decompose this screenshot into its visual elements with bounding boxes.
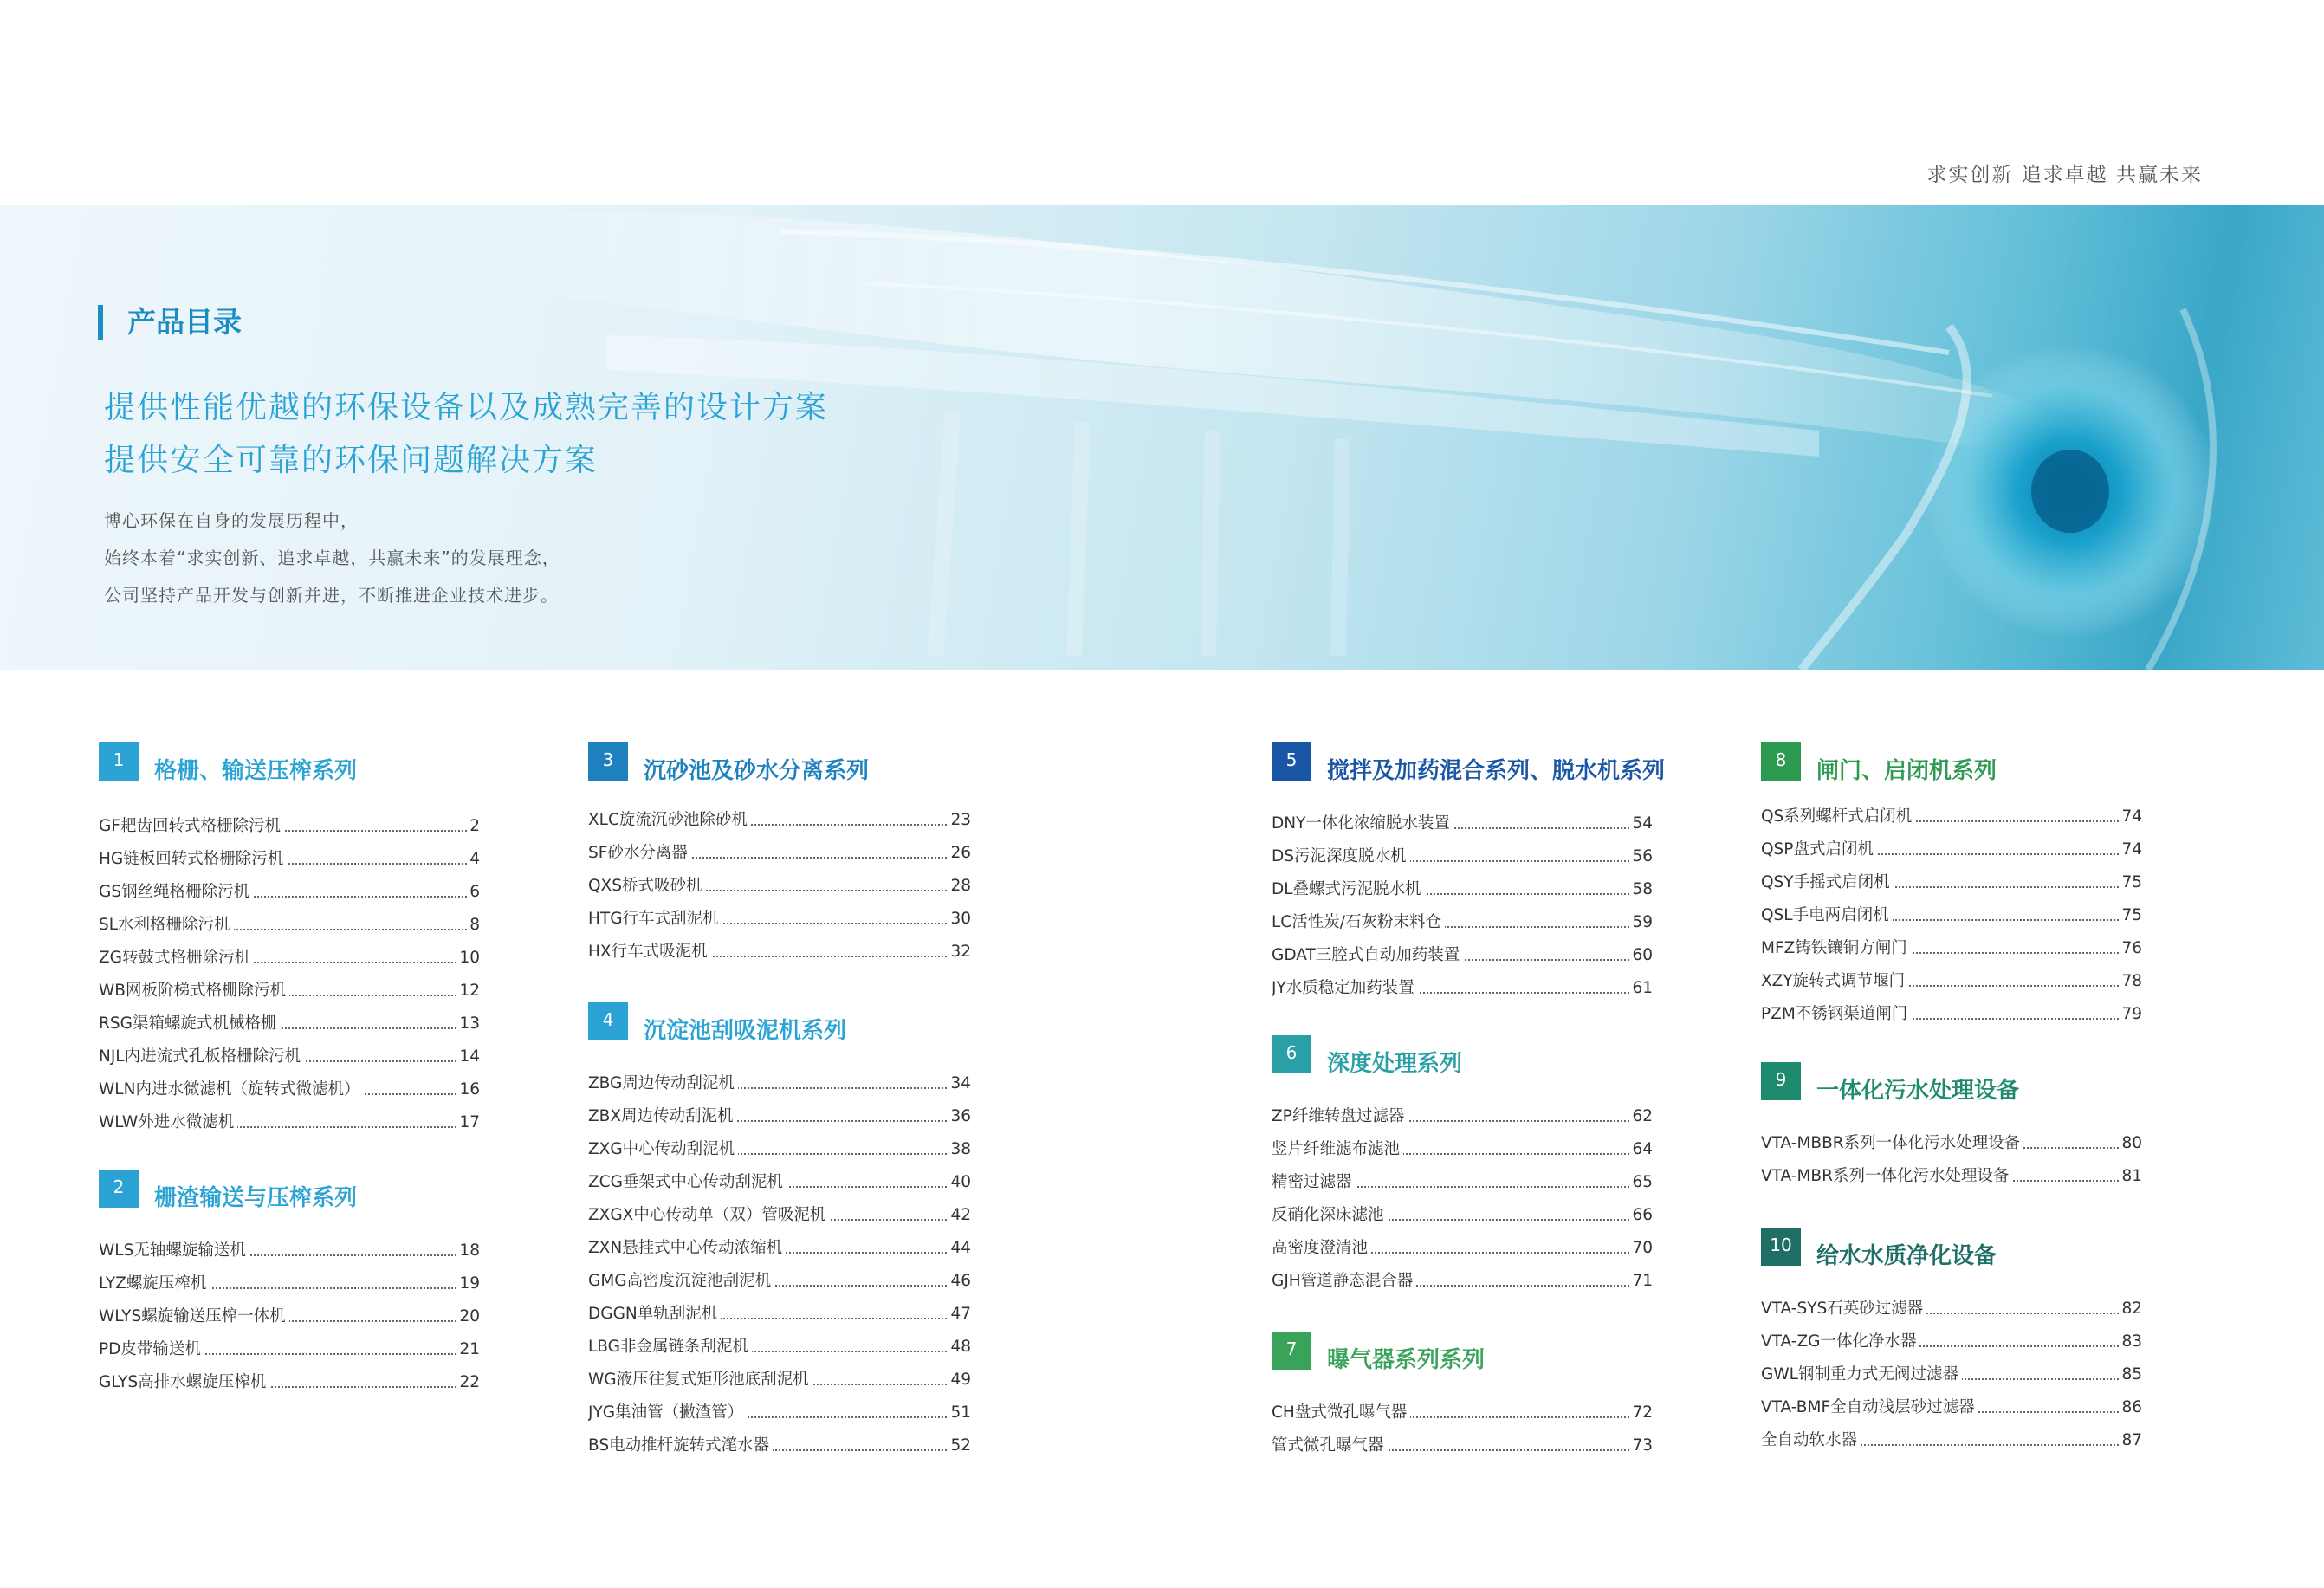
section-number-badge: 2 (99, 1170, 139, 1208)
section-number-badge: 4 (588, 1002, 628, 1040)
product-list (1272, 807, 1653, 1005)
page-number: 17 (456, 1106, 480, 1139)
product-name: 全自动软水器 (1761, 1431, 1861, 1449)
product-name: SF砂水分离器 (588, 844, 691, 862)
product-name: XZY旋转式调节堰门 (1761, 972, 1908, 990)
catalog-entry[interactable] (1272, 939, 1653, 972)
catalog-entry[interactable] (99, 1300, 480, 1333)
catalog-entry[interactable] (588, 1067, 971, 1100)
section-number-badge: 10 (1761, 1228, 1801, 1266)
product-name: 反硝化深床滤池 (1272, 1206, 1388, 1224)
page-number: 16 (456, 1073, 480, 1106)
product-name: GJH管道静态混合器 (1272, 1272, 1416, 1290)
catalog-entry[interactable] (1272, 1265, 1653, 1298)
page-number: 30 (948, 903, 971, 936)
section-number-badge: 6 (1272, 1035, 1311, 1073)
page-number: 54 (1629, 807, 1653, 840)
headline-line-2: 提供安全可靠的环保问题解决方案 (104, 443, 599, 478)
page-number: 58 (1629, 873, 1653, 906)
page-number: 83 (2119, 1325, 2142, 1358)
section-header (588, 742, 971, 784)
catalog-entry[interactable] (1272, 1100, 1653, 1133)
catalog-entry[interactable] (99, 876, 480, 909)
product-name: ZXG中心传动刮泥机 (588, 1140, 738, 1158)
catalog-entry[interactable] (99, 1040, 480, 1073)
product-name: JYG集油管（撇渣管） (588, 1403, 747, 1422)
catalog-entry[interactable] (1761, 866, 2142, 899)
catalog-entry[interactable] (588, 1100, 971, 1133)
section-8 (1761, 742, 2142, 1023)
section-header (99, 1170, 480, 1211)
catalog-entry[interactable] (1761, 932, 2142, 965)
page-number: 75 (2119, 899, 2142, 932)
product-name: WLW外进水微滤机 (99, 1113, 237, 1131)
catalog-entry[interactable] (1761, 965, 2142, 998)
product-name: MFZ铸铁镶铜方闸门 (1761, 939, 1911, 957)
product-name: 精密过滤器 (1272, 1173, 1356, 1191)
product-name: DNY一体化浓缩脱水装置 (1272, 814, 1453, 833)
page-number: 75 (2119, 866, 2142, 899)
section-4 (588, 1002, 971, 1455)
page-number: 74 (2119, 800, 2142, 833)
product-name: LYZ螺旋压榨机 (99, 1274, 210, 1293)
product-list (588, 804, 971, 969)
product-name: HG链板回转式格栅除污机 (99, 850, 287, 868)
catalog-entry[interactable] (1761, 1293, 2142, 1325)
product-name: 竖片纤维滤布滤池 (1272, 1140, 1403, 1158)
product-name: JY水质稳定加药装置 (1272, 979, 1418, 997)
page-number: 82 (2119, 1293, 2142, 1325)
page-number: 26 (948, 837, 971, 870)
section-number-badge: 3 (588, 742, 628, 781)
catalog-entry[interactable] (1761, 998, 2142, 1031)
product-name: ZCG垂架式中心传动刮泥机 (588, 1173, 787, 1191)
product-name: RSG渠箱螺旋式机械格栅 (99, 1014, 280, 1033)
catalog-entry[interactable] (99, 810, 480, 843)
catalog-entry[interactable] (1272, 807, 1653, 840)
catalog-entry[interactable] (99, 843, 480, 876)
catalog-entry[interactable] (1272, 906, 1653, 939)
product-list (99, 1235, 480, 1399)
catalog-entry[interactable] (1761, 1424, 2142, 1457)
product-list (1272, 1100, 1653, 1298)
product-name: QSP盘式启闭机 (1761, 840, 1877, 859)
catalog-entry[interactable] (588, 837, 971, 870)
section-number-badge: 9 (1761, 1062, 1801, 1100)
section-1 (99, 742, 480, 1131)
page-number: 32 (948, 936, 971, 969)
catalog-entry[interactable] (99, 1366, 480, 1399)
page-number: 59 (1629, 906, 1653, 939)
catalog-entry[interactable] (99, 1267, 480, 1300)
page-number: 40 (948, 1166, 971, 1199)
product-name: WLYS螺旋输送压榨一体机 (99, 1307, 289, 1325)
page-number: 42 (948, 1199, 971, 1232)
catalog-entry[interactable] (588, 1133, 971, 1166)
product-list (1761, 800, 2142, 1031)
section-header (1761, 1228, 2142, 1269)
section-title: 搅拌及加药混合系列、脱水机系列 (1327, 758, 1666, 784)
page-number: 81 (2119, 1160, 2142, 1193)
intro-line-3: 公司坚持产品开发与创新并进，不断推进企业技术进步。 (104, 585, 559, 606)
product-name: ZG转鼓式格栅除污机 (99, 949, 254, 967)
page-number: 12 (456, 975, 480, 1008)
page-number: 4 (467, 843, 480, 876)
product-list (1761, 1293, 2142, 1457)
product-name: VTA-SYS石英砂过滤器 (1761, 1300, 1926, 1318)
section-number-badge: 1 (99, 742, 139, 781)
catalog-entry[interactable] (1761, 1391, 2142, 1424)
product-name: GS钢丝绳格栅除污机 (99, 883, 253, 901)
product-name: ZP纤维转盘过滤器 (1272, 1107, 1408, 1125)
product-name: WG液压往复式矩形池底刮泥机 (588, 1371, 812, 1389)
section-title: 格栅、输送压榨系列 (154, 758, 358, 784)
catalog-entry[interactable] (1272, 873, 1653, 906)
catalog-entry[interactable] (1272, 1166, 1653, 1199)
page-number: 80 (2119, 1127, 2142, 1160)
catalog-entry[interactable] (1761, 833, 2142, 866)
section-3 (588, 742, 971, 961)
catalog-entry[interactable] (588, 1166, 971, 1199)
section-title: 曝气器系列系列 (1327, 1347, 1486, 1373)
page-number: 76 (2119, 932, 2142, 965)
section-header (1761, 742, 2142, 784)
product-name: QXS桥式吸砂机 (588, 877, 705, 895)
page-number: 36 (948, 1100, 971, 1133)
catalog-entry[interactable] (588, 1298, 971, 1331)
catalog-entry[interactable] (99, 1073, 480, 1106)
catalog-entry[interactable] (588, 1364, 971, 1397)
section-title: 一体化污水处理设备 (1816, 1078, 2020, 1104)
product-name: ZBX周边传动刮泥机 (588, 1107, 737, 1125)
section-header (1272, 1035, 1653, 1077)
slogan: 求实创新 追求卓越 共赢未来 (1926, 164, 2203, 186)
page-number: 22 (456, 1366, 480, 1399)
page-number: 28 (948, 870, 971, 903)
product-name: QSL手电两启闭机 (1761, 906, 1893, 924)
product-name: ZXN悬挂式中心传动浓缩机 (588, 1239, 786, 1257)
page-number: 20 (456, 1300, 480, 1333)
catalog-entry[interactable] (588, 1331, 971, 1364)
section-6 (1272, 1035, 1653, 1290)
catalog-entry[interactable] (588, 1397, 971, 1429)
catalog-entry[interactable] (588, 870, 971, 903)
product-name: VTA-BMF全自动浅层砂过滤器 (1761, 1398, 1978, 1416)
catalog-entry[interactable] (588, 1429, 971, 1462)
section-2 (99, 1170, 480, 1391)
catalog-entry[interactable] (1272, 1429, 1653, 1462)
page-number: 46 (948, 1265, 971, 1298)
section-number-badge: 5 (1272, 742, 1311, 781)
catalog-entry[interactable] (588, 936, 971, 969)
product-name: CH盘式微孔曝气器 (1272, 1403, 1410, 1422)
section-9 (1761, 1062, 2142, 1185)
product-list (99, 810, 480, 1139)
page-number: 51 (948, 1397, 971, 1429)
product-name: VTA-ZG一体化净水器 (1761, 1332, 1919, 1351)
page-number: 38 (948, 1133, 971, 1166)
page-number: 2 (467, 810, 480, 843)
catalog-entry[interactable] (99, 909, 480, 942)
product-list (1761, 1127, 2142, 1193)
catalog-entry[interactable] (1761, 1127, 2142, 1160)
catalog-entry[interactable] (1761, 1325, 2142, 1358)
section-header (99, 742, 480, 784)
catalog-entry[interactable] (1272, 972, 1653, 1005)
product-name: WB网板阶梯式格栅除污机 (99, 982, 289, 1000)
section-title: 栅渣输送与压榨系列 (154, 1185, 358, 1211)
section-header (1761, 1062, 2142, 1104)
page-number: 14 (456, 1040, 480, 1073)
page-number: 71 (1629, 1265, 1653, 1298)
product-name: VTA-MBBR系列一体化污水处理设备 (1761, 1134, 2023, 1152)
product-name: QSY手摇式启闭机 (1761, 873, 1894, 891)
product-name: WLN内进水微滤机（旋转式微滤机） (99, 1080, 363, 1099)
section-title: 给水水质净化设备 (1816, 1243, 1997, 1269)
catalog-entry[interactable] (99, 975, 480, 1008)
page-number: 21 (456, 1333, 480, 1366)
page-number: 18 (456, 1235, 480, 1267)
product-name: 管式微孔曝气器 (1272, 1436, 1388, 1455)
product-name: GF耙齿回转式格栅除污机 (99, 817, 284, 835)
page-number: 10 (456, 942, 480, 975)
product-name: GLYS高排水螺旋压榨机 (99, 1373, 269, 1391)
product-name: GDAT三腔式自动加药装置 (1272, 946, 1463, 964)
section-title: 沉砂池及砂水分离系列 (644, 758, 870, 784)
page-number: 44 (948, 1232, 971, 1265)
page-number: 48 (948, 1331, 971, 1364)
product-name: ZBG周边传动刮泥机 (588, 1074, 738, 1092)
section-number-badge: 7 (1272, 1332, 1311, 1370)
catalog-entry[interactable] (588, 1265, 971, 1298)
section-header (588, 1002, 971, 1044)
catalog-entry[interactable] (99, 942, 480, 975)
page-number: 74 (2119, 833, 2142, 866)
section-number-badge: 8 (1761, 742, 1801, 781)
page-number: 85 (2119, 1358, 2142, 1391)
product-name: PD皮带输送机 (99, 1340, 204, 1358)
product-name: XLC旋流沉砂池除砂机 (588, 811, 751, 829)
product-name: DS污泥深度脱水机 (1272, 847, 1410, 865)
catalog-entry[interactable] (1272, 1232, 1653, 1265)
catalog-entry[interactable] (588, 1199, 971, 1232)
page-number: 72 (1629, 1397, 1653, 1429)
page-number: 60 (1629, 939, 1653, 972)
page-number: 52 (948, 1429, 971, 1462)
catalog-entry[interactable] (588, 804, 971, 837)
page-number: 87 (2119, 1424, 2142, 1457)
catalog-entry[interactable] (1761, 1358, 2142, 1391)
product-name: VTA-MBR系列一体化污水处理设备 (1761, 1167, 2012, 1185)
product-name: GWL钢制重力式无阀过滤器 (1761, 1365, 1962, 1384)
catalog-title: 产品目录 (98, 305, 242, 340)
product-name: PZM不锈钢渠道闸门 (1761, 1005, 1911, 1023)
page-number: 73 (1629, 1429, 1653, 1462)
section-title: 闸门、启闭机系列 (1816, 758, 1997, 784)
intro-line-1: 博心环保在自身的发展历程中， (104, 510, 359, 531)
page-number: 70 (1629, 1232, 1653, 1265)
section-10 (1761, 1228, 2142, 1449)
product-name: DL叠螺式污泥脱水机 (1272, 880, 1425, 898)
page-number: 23 (948, 804, 971, 837)
catalog-entry[interactable] (1761, 800, 2142, 833)
catalog-entry[interactable] (99, 1235, 480, 1267)
product-name: GMG高密度沉淀池刮泥机 (588, 1272, 774, 1290)
catalog-entry[interactable] (99, 1008, 480, 1040)
section-title: 沉淀池刮吸泥机系列 (644, 1018, 847, 1044)
product-name: QS系列螺杆式启闭机 (1761, 807, 1915, 826)
catalog-entry[interactable] (99, 1106, 480, 1139)
page-number: 34 (948, 1067, 971, 1100)
page-number: 49 (948, 1364, 971, 1397)
product-list (1272, 1397, 1653, 1462)
product-name: WLS无轴螺旋输送机 (99, 1241, 249, 1260)
page-number: 86 (2119, 1391, 2142, 1424)
catalog-entry[interactable] (588, 1232, 971, 1265)
page-number: 66 (1629, 1199, 1653, 1232)
catalog-entry[interactable] (1272, 1199, 1653, 1232)
page-number: 64 (1629, 1133, 1653, 1166)
product-name: LBG非金属链条刮泥机 (588, 1338, 752, 1356)
catalog-entry[interactable] (1761, 899, 2142, 932)
product-list (588, 1067, 971, 1462)
section-header (1272, 1332, 1653, 1373)
product-name: LC活性炭/石灰粉末料仓 (1272, 913, 1445, 931)
product-name: 高密度澄清池 (1272, 1239, 1371, 1257)
page-number: 61 (1629, 972, 1653, 1005)
section-header (1272, 742, 1666, 784)
catalog-entry[interactable] (1272, 1133, 1653, 1166)
headline-line-1: 提供性能优越的环保设备以及成熟完善的设计方案 (104, 390, 829, 425)
page-number: 78 (2119, 965, 2142, 998)
product-name: SL水利格栅除污机 (99, 916, 234, 934)
product-name: HTG行车式刮泥机 (588, 910, 722, 928)
page-number: 6 (467, 876, 480, 909)
product-name: HX行车式吸泥机 (588, 943, 711, 961)
page-number: 8 (467, 909, 480, 942)
product-name: ZXGX中心传动单（双）管吸泥机 (588, 1206, 829, 1224)
page-number: 19 (456, 1267, 480, 1300)
catalog-entry[interactable] (588, 903, 971, 936)
page-number: 56 (1629, 840, 1653, 873)
product-name: NJL内进流式孔板格栅除污机 (99, 1047, 304, 1066)
page-number: 13 (456, 1008, 480, 1040)
product-name: BS电动推杆旋转式滗水器 (588, 1436, 773, 1455)
page-number: 62 (1629, 1100, 1653, 1133)
page-number: 65 (1629, 1166, 1653, 1199)
product-name: DGGN单轨刮泥机 (588, 1305, 721, 1323)
section-5 (1272, 742, 1666, 997)
catalog-entry[interactable] (1272, 1397, 1653, 1429)
catalog-entry[interactable] (1761, 1160, 2142, 1193)
page-number: 47 (948, 1298, 971, 1331)
section-7 (1272, 1332, 1653, 1455)
catalog-entry[interactable] (99, 1333, 480, 1366)
section-title: 深度处理系列 (1327, 1051, 1463, 1077)
intro-line-2: 始终本着“求实创新、追求卓越，共赢未来”的发展理念， (104, 548, 560, 568)
catalog-entry[interactable] (1272, 840, 1653, 873)
page-number: 79 (2119, 998, 2142, 1031)
